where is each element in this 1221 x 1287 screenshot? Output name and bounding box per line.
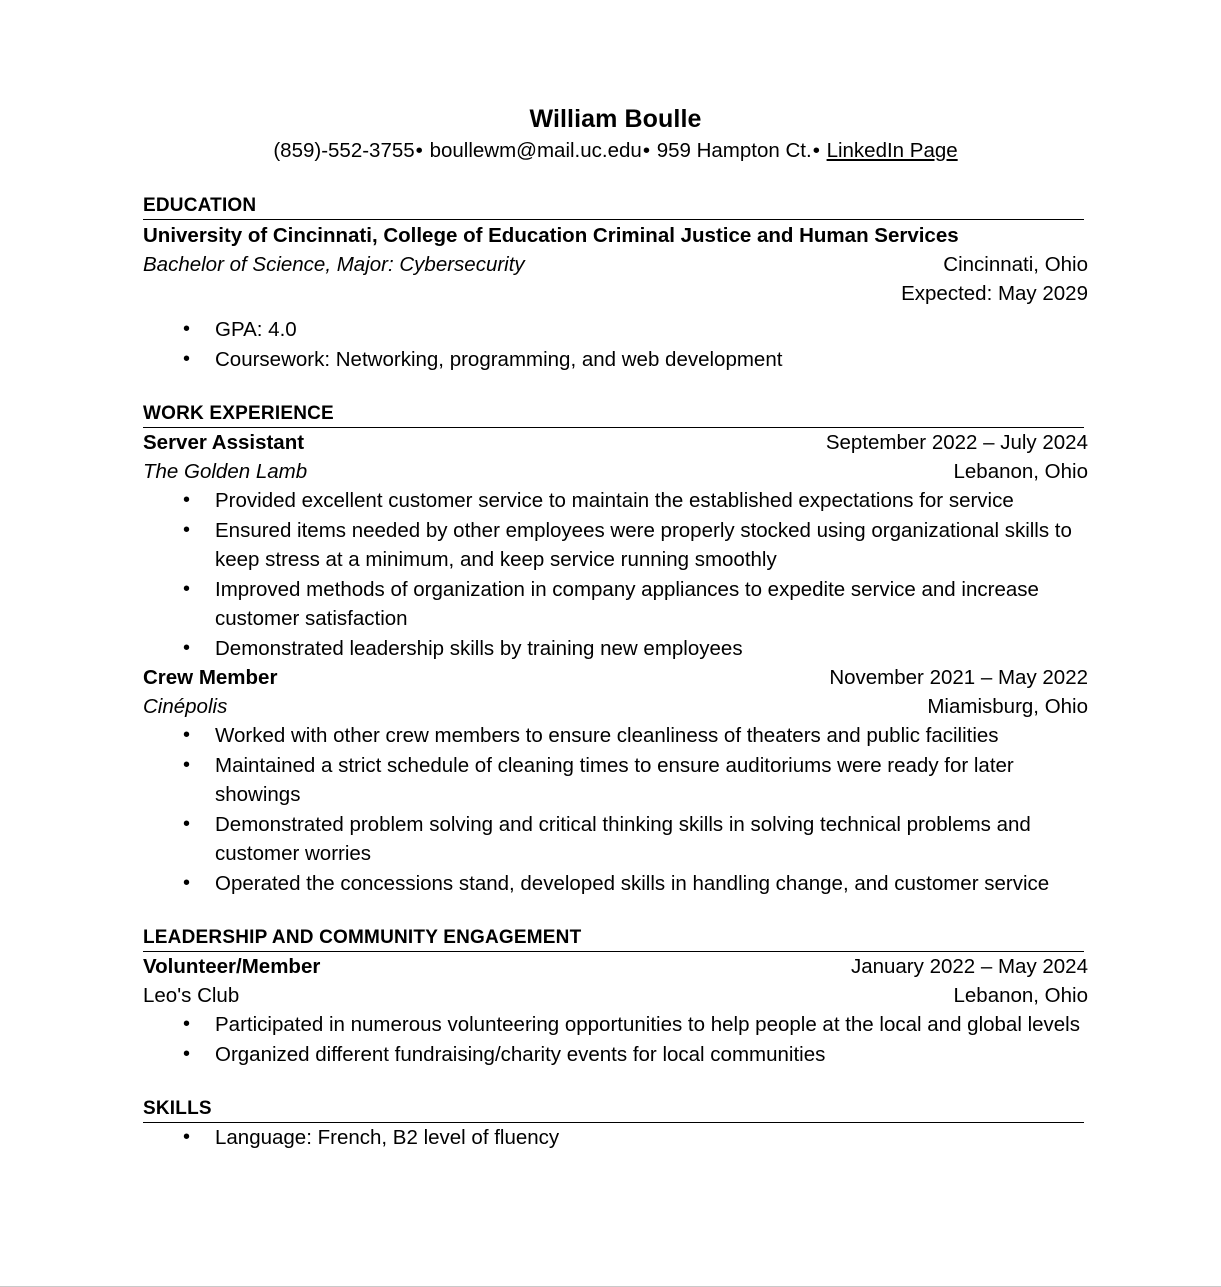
contact-separator-1: •	[415, 139, 423, 162]
contact-separator-3: •	[812, 139, 820, 162]
job-employer: The Golden Lamb	[143, 460, 308, 483]
list-item: • Provided excellent customer service to maintain the established expectations for service	[143, 486, 1088, 516]
skills-bullet-list	[143, 1123, 1088, 1153]
education-heading: EDUCATION	[143, 194, 1084, 220]
leadership-organization-row	[143, 981, 1088, 1010]
education-degree: Bachelor of Science, Major: Cybersecurity	[143, 253, 525, 276]
job-employer: Cinépolis	[143, 695, 228, 718]
candidate-name: William Boulle	[529, 105, 702, 133]
leadership-dates: January 2022 – May 2024	[850, 955, 1088, 978]
leadership-heading: LEADERSHIP AND COMMUNITY ENGAGEMENT	[143, 926, 1084, 952]
education-school: University of Cincinnati, College of Education Criminal Justice and Human Services	[143, 224, 959, 247]
job-title-row	[143, 428, 1088, 457]
job-title: Crew Member	[143, 666, 278, 689]
education-graduation-date: Expected: May 2029	[901, 282, 1088, 305]
work-experience-section	[143, 402, 1088, 898]
leadership-organization: Leo's Club	[143, 984, 240, 1007]
list-item: • Demonstrated leadership skills by training new employees	[143, 634, 1088, 664]
work-experience-heading: WORK EXPERIENCE	[143, 402, 1084, 428]
job-dates: November 2021 – May 2022	[829, 666, 1088, 689]
job-entry	[143, 428, 1088, 663]
job-title-row	[143, 663, 1088, 692]
education-location: Cincinnati, Ohio	[943, 253, 1088, 276]
list-item: • Operated the concessions stand, developed skills in handling change, and customer service	[143, 869, 1088, 899]
leadership-location: Lebanon, Ohio	[953, 984, 1088, 1007]
leadership-section	[143, 926, 1088, 1069]
linkedin-link[interactable]: LinkedIn Page	[826, 139, 958, 162]
list-item: • Improved methods of organization in company appliances to expedite service and increase customer satisfaction	[143, 575, 1088, 634]
list-item: • Participated in numerous volunteering opportunities to help people at the local and global levels	[143, 1010, 1088, 1040]
list-item: • Ensured items needed by other employees were properly stocked using organizational skills to keep stress at a minimum, and keep service running smoothly	[143, 516, 1088, 575]
phone-number: (859)-552-3755	[273, 139, 415, 162]
list-item: • Worked with other crew members to ensure cleanliness of theaters and public facilities	[143, 721, 1088, 751]
job-bullet-list	[143, 486, 1088, 663]
job-employer-row	[143, 692, 1088, 721]
list-item: • Coursework: Networking, programming, and web development	[143, 345, 1088, 375]
list-item: • Language: French, B2 level of fluency	[143, 1123, 1088, 1153]
leadership-role: Volunteer/Member	[143, 955, 321, 978]
list-item: • Organized different fundraising/charity events for local communities	[143, 1040, 1088, 1070]
email-address: boullewm@mail.uc.edu	[429, 139, 642, 162]
job-location: Miamisburg, Ohio	[927, 695, 1088, 718]
resume-content	[143, 104, 1088, 1153]
contact-line	[143, 136, 1088, 166]
job-dates: September 2022 – July 2024	[825, 431, 1088, 454]
job-bullet-list	[143, 721, 1088, 898]
skills-section	[143, 1097, 1088, 1153]
education-bullet-list	[143, 315, 1088, 374]
list-item: • Demonstrated problem solving and critical thinking skills in solving technical problems and customer worries	[143, 810, 1088, 869]
education-section	[143, 194, 1088, 374]
job-title: Server Assistant	[143, 431, 305, 454]
job-entry	[143, 663, 1088, 898]
list-item: • Maintained a strict schedule of cleaning times to ensure auditoriums were ready for later showings	[143, 751, 1088, 810]
contact-separator-2: •	[642, 139, 650, 162]
leadership-role-row	[143, 952, 1088, 981]
job-location: Lebanon, Ohio	[953, 460, 1088, 483]
street-address: 959 Hampton Ct.	[656, 139, 812, 162]
education-degree-row	[143, 250, 1088, 279]
leadership-bullet-list	[143, 1010, 1088, 1069]
skills-heading: SKILLS	[143, 1097, 1084, 1123]
job-employer-row	[143, 457, 1088, 486]
list-item: • GPA: 4.0	[143, 315, 1088, 345]
